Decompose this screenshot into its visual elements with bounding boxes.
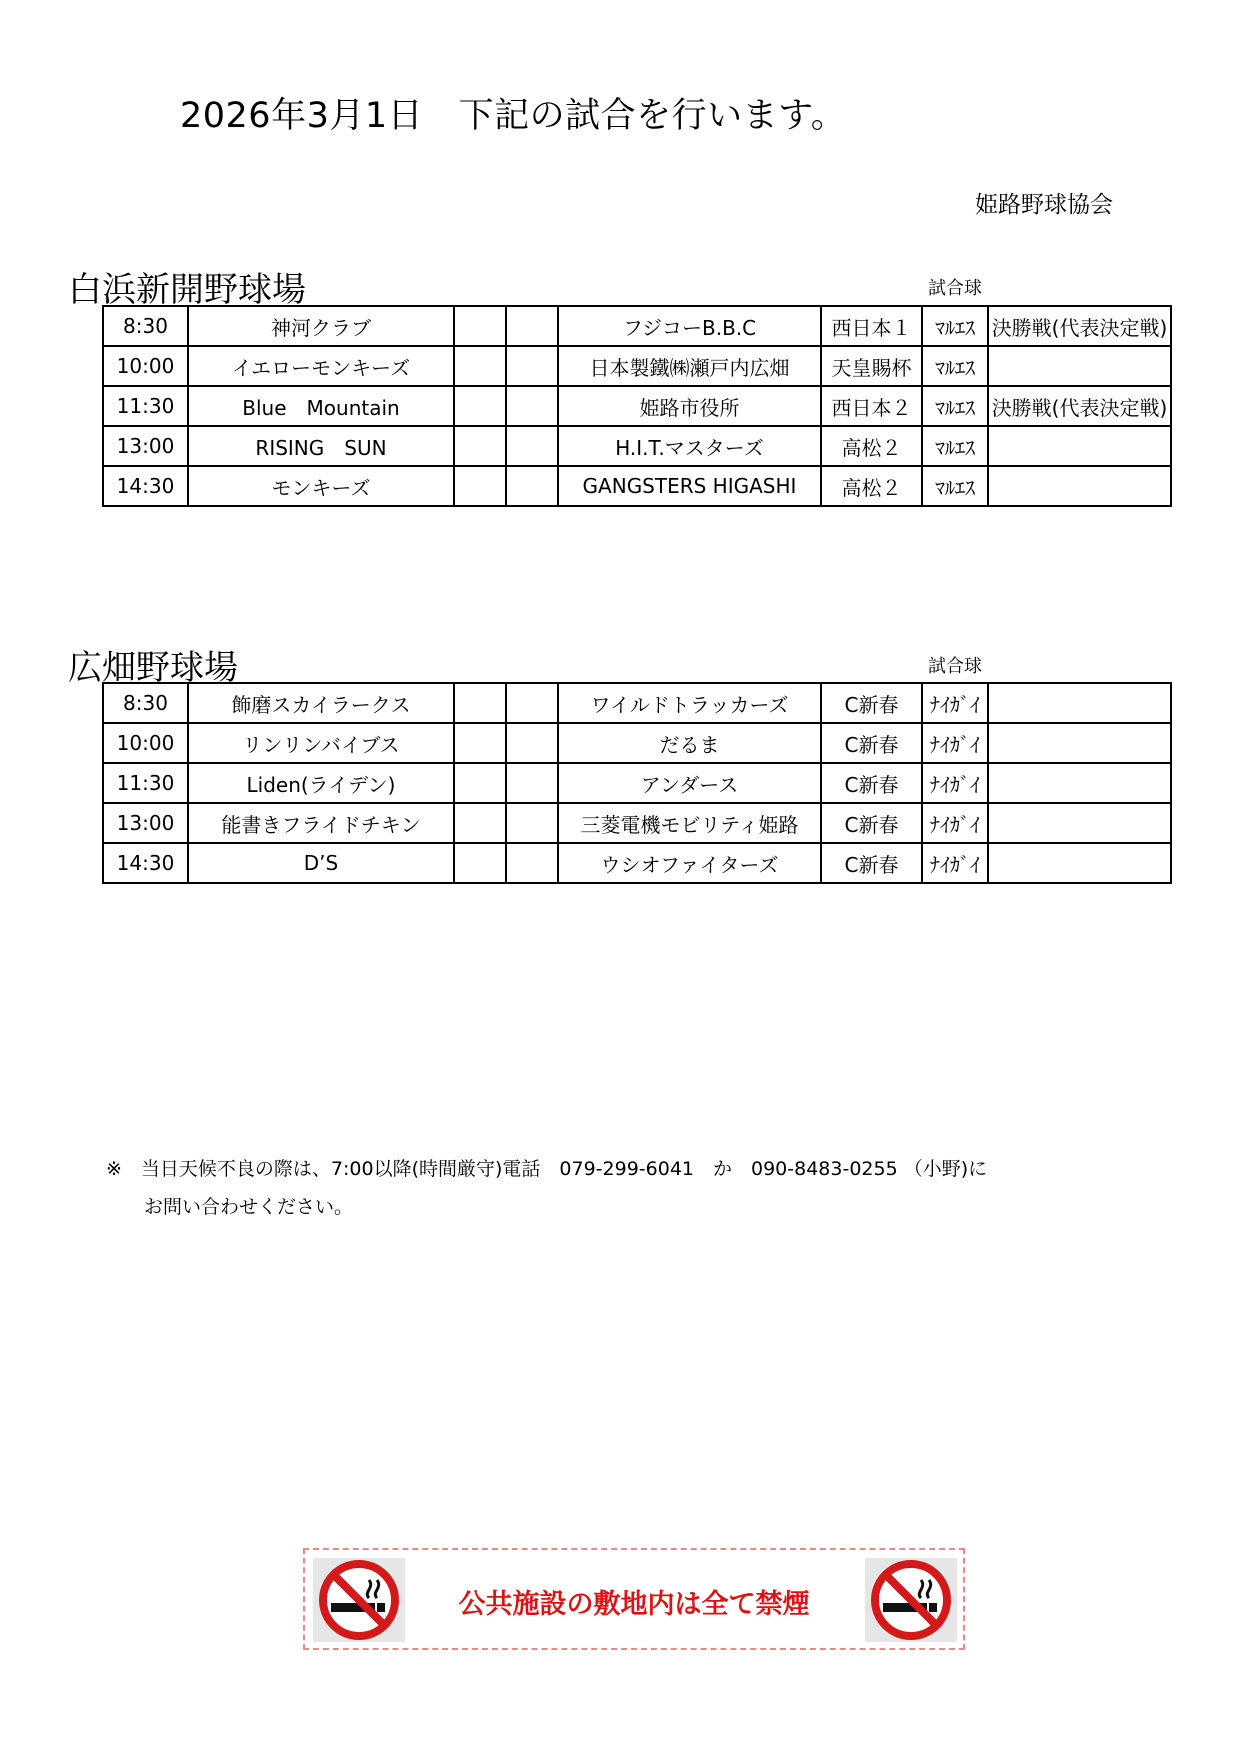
score-cell — [506, 683, 558, 723]
score-cell — [454, 466, 506, 506]
home-team-cell: RISING SUN — [188, 426, 454, 466]
score-cell — [454, 763, 506, 803]
note-cell: 決勝戦(代表決定戦) — [988, 306, 1171, 346]
no-smoking-icon — [865, 1558, 957, 1642]
game-ball-cell: ﾅｲｶﾞｲ — [922, 723, 988, 763]
notice-line: ※ 当日天候不良の際は、7:00以降(時間厳守)電話 079-299-6041 か 090-8483-0255 （小野)に — [106, 1158, 988, 1180]
time-cell: 11:30 — [103, 763, 188, 803]
table-row — [103, 803, 1171, 843]
venue-title: 白浜新開野球場 — [68, 270, 306, 310]
time-cell: 14:30 — [103, 843, 188, 883]
game-ball-cell: ﾅｲｶﾞｲ — [922, 843, 988, 883]
tournament-cell: C新春 — [821, 763, 922, 803]
score-cell — [506, 723, 558, 763]
game-ball-cell: ﾏﾙｴｽ — [922, 426, 988, 466]
game-ball-cell: ﾅｲｶﾞｲ — [922, 803, 988, 843]
note-cell — [988, 843, 1171, 883]
home-team-cell: リンリンバイブス — [188, 723, 454, 763]
away-team-cell: 姫路市役所 — [558, 386, 821, 426]
score-cell — [454, 723, 506, 763]
away-team-cell: フジコーB.B.C — [558, 306, 821, 346]
table-row — [103, 306, 1171, 346]
away-team-cell: だるま — [558, 723, 821, 763]
note-cell — [988, 426, 1171, 466]
tournament-cell: C新春 — [821, 683, 922, 723]
home-team-cell: Blue Mountain — [188, 386, 454, 426]
away-team-cell: ワイルドトラッカーズ — [558, 683, 821, 723]
table-row — [103, 723, 1171, 763]
score-cell — [506, 386, 558, 426]
tournament-cell: C新春 — [821, 843, 922, 883]
ball-column-label: 試合球 — [928, 278, 982, 299]
away-team-cell: H.I.T.マスターズ — [558, 426, 821, 466]
score-cell — [506, 843, 558, 883]
note-cell: 決勝戦(代表決定戦) — [988, 386, 1171, 426]
time-cell: 13:00 — [103, 803, 188, 843]
score-cell — [454, 306, 506, 346]
schedule-table — [102, 682, 1172, 884]
notice-line: お問い合わせください。 — [144, 1196, 354, 1218]
game-ball-cell: ﾅｲｶﾞｲ — [922, 683, 988, 723]
score-cell — [454, 683, 506, 723]
game-ball-cell: ﾅｲｶﾞｲ — [922, 763, 988, 803]
note-cell — [988, 466, 1171, 506]
score-cell — [454, 386, 506, 426]
game-ball-cell: ﾏﾙｴｽ — [922, 386, 988, 426]
table-row — [103, 346, 1171, 386]
tournament-cell: C新春 — [821, 803, 922, 843]
home-team-cell: 神河クラブ — [188, 306, 454, 346]
game-ball-cell: ﾏﾙｴｽ — [922, 346, 988, 386]
home-team-cell: D’S — [188, 843, 454, 883]
away-team-cell: アンダース — [558, 763, 821, 803]
tournament-cell: 高松２ — [821, 466, 922, 506]
home-team-cell: イエローモンキーズ — [188, 346, 454, 386]
home-team-cell: 飾磨スカイラークス — [188, 683, 454, 723]
home-team-cell: モンキーズ — [188, 466, 454, 506]
score-cell — [506, 426, 558, 466]
table-row — [103, 683, 1171, 723]
game-ball-cell: ﾏﾙｴｽ — [922, 466, 988, 506]
no-smoking-banner — [303, 1548, 965, 1650]
time-cell: 10:00 — [103, 723, 188, 763]
table-row — [103, 386, 1171, 426]
note-cell — [988, 763, 1171, 803]
venue-title: 広畑野球場 — [68, 648, 238, 688]
note-cell — [988, 803, 1171, 843]
away-team-cell: 三菱電機モビリティ姫路 — [558, 803, 821, 843]
time-cell: 8:30 — [103, 683, 188, 723]
score-cell — [506, 763, 558, 803]
organizer-name: 姫路野球協会 — [975, 192, 1113, 218]
table-row — [103, 426, 1171, 466]
tournament-cell: 高松２ — [821, 426, 922, 466]
page-title: 2026年3月1日 下記の試合を行います。 — [180, 96, 847, 136]
score-cell — [454, 346, 506, 386]
ball-column-label: 試合球 — [928, 656, 982, 677]
tournament-cell: 西日本１ — [821, 306, 922, 346]
note-cell — [988, 346, 1171, 386]
table-row — [103, 843, 1171, 883]
away-team-cell: 日本製鐵㈱瀬戸内広畑 — [558, 346, 821, 386]
note-cell — [988, 723, 1171, 763]
tournament-cell: C新春 — [821, 723, 922, 763]
schedule-table — [102, 305, 1172, 507]
score-cell — [454, 803, 506, 843]
no-smoking-message: 公共施設の敷地内は全て禁煙 — [458, 1589, 810, 1620]
score-cell — [454, 843, 506, 883]
weather-notice — [106, 1150, 987, 1226]
tournament-cell: 西日本２ — [821, 386, 922, 426]
time-cell: 14:30 — [103, 466, 188, 506]
time-cell: 10:00 — [103, 346, 188, 386]
score-cell — [506, 306, 558, 346]
home-team-cell: 能書きフライドチキン — [188, 803, 454, 843]
tournament-cell: 天皇賜杯 — [821, 346, 922, 386]
time-cell: 11:30 — [103, 386, 188, 426]
away-team-cell: ウシオファイターズ — [558, 843, 821, 883]
table-row — [103, 763, 1171, 803]
score-cell — [506, 803, 558, 843]
score-cell — [506, 346, 558, 386]
away-team-cell: GANGSTERS HIGASHI — [558, 466, 821, 506]
note-cell — [988, 683, 1171, 723]
home-team-cell: Liden(ライデン) — [188, 763, 454, 803]
game-ball-cell: ﾏﾙｴｽ — [922, 306, 988, 346]
time-cell: 13:00 — [103, 426, 188, 466]
score-cell — [506, 466, 558, 506]
score-cell — [454, 426, 506, 466]
table-row — [103, 466, 1171, 506]
time-cell: 8:30 — [103, 306, 188, 346]
